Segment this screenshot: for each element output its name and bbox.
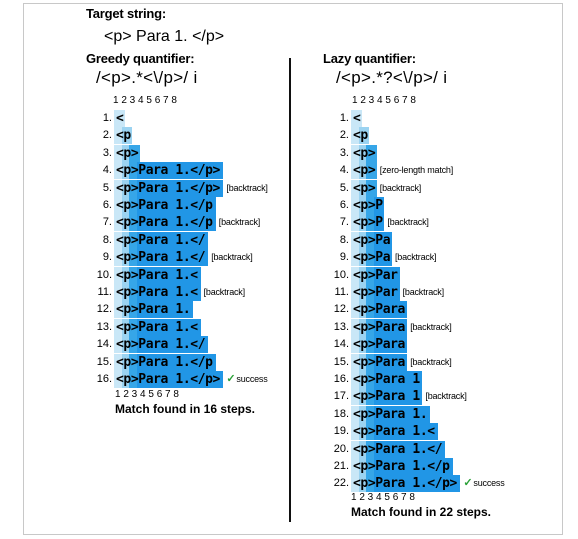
step-number: 3.	[102, 146, 112, 159]
step-text: <p>Pa	[353, 232, 391, 248]
step-text: <p>P	[353, 198, 383, 213]
step-number: 15.	[333, 355, 349, 368]
step-note-text: [backtrack]	[203, 287, 245, 297]
step-text: <p>Para	[353, 354, 405, 370]
step-number: 16.	[333, 373, 349, 385]
step-number: 14.	[333, 338, 349, 351]
step-text: <p>Para 1.</p	[353, 459, 450, 474]
step-note-text: [backtrack]	[402, 287, 444, 297]
step-text: <p>	[353, 163, 376, 179]
step-text: <p>Para 1.</	[353, 441, 443, 457]
step-number: 14.	[96, 338, 112, 351]
greedy-regex: /<p>.*<\/p>/ i	[96, 68, 198, 87]
step-number: 1.	[102, 112, 112, 124]
step-note	[425, 390, 466, 403]
step-number: 15.	[96, 355, 112, 368]
step-number: 9.	[339, 251, 349, 264]
step-number: 10.	[96, 268, 112, 281]
step-note-text: [backtrack]	[387, 217, 429, 228]
step-text: <p>Para 1.</p	[116, 354, 213, 370]
step-note	[380, 164, 453, 177]
greedy-title: Greedy quantifier:	[86, 51, 195, 66]
step-text: <	[353, 111, 361, 126]
step-text: <p>Para 1.<	[116, 267, 198, 283]
step-note-text: [zero-length match]	[379, 165, 454, 176]
step-note-text: [backtrack]	[410, 321, 452, 332]
step-note	[380, 182, 421, 195]
step-text: <p>Pa	[353, 250, 391, 266]
step-number: 12.	[96, 303, 112, 316]
lazy-summary: Match found in 22 steps.	[351, 505, 492, 519]
step-number: 5.	[339, 181, 349, 194]
step-note-text: [backtrack]	[379, 182, 422, 193]
step-text: <p>Para 1	[353, 372, 420, 387]
step-text: <p	[116, 128, 131, 144]
step-note-text: [backtrack]	[395, 252, 437, 263]
step-text: <p>Para	[353, 337, 405, 353]
step-number: 8.	[102, 233, 112, 246]
step-number: 22.	[333, 477, 349, 490]
target-string: <p> Para 1. </p>	[104, 28, 225, 45]
greedy-ticks-bottom: 1 2 3 4 5 6 7 8	[115, 389, 179, 400]
step-number: 16.	[96, 373, 112, 385]
step-note	[387, 216, 428, 229]
step-text: <p>Par	[353, 285, 398, 300]
lazy-ticks-bottom: 1 2 3 4 5 6 7 8	[351, 492, 415, 503]
step-text: <p>	[353, 180, 376, 196]
lazy-title: Lazy quantifier:	[323, 51, 416, 66]
step-note	[204, 286, 245, 299]
step-number: 18.	[333, 407, 349, 420]
step-note	[403, 286, 444, 299]
step-text: <p>Para 1.</p	[116, 215, 213, 231]
step-number: 11.	[334, 286, 349, 298]
step-note-text: [backtrack]	[218, 217, 261, 228]
step-number: 10.	[333, 268, 349, 281]
step-note-text: [backtrack]	[425, 391, 467, 402]
step-text: <p>Para 1.</p>	[116, 180, 220, 196]
step-text: <p>Para	[353, 302, 405, 318]
checkmark-icon: ✓	[226, 373, 236, 385]
step-note-text: [backtrack]	[211, 252, 253, 263]
step-number: 2.	[102, 129, 112, 142]
step-text: <p>Para 1.</	[116, 250, 206, 266]
step-number: 4.	[339, 164, 349, 177]
step-text: <p>Para 1	[353, 389, 420, 405]
step-number: 3.	[339, 146, 349, 159]
step-number: 7.	[339, 216, 349, 229]
step-text: <p>Para 1.	[116, 302, 191, 318]
step-number: 19.	[333, 425, 349, 438]
success-note	[463, 477, 504, 490]
step-text: <p>Para 1.</	[116, 232, 206, 248]
step-number: 13.	[333, 320, 349, 333]
step-text: <p>Para 1.	[353, 406, 428, 422]
step-text: <p>Para 1.</p	[116, 198, 213, 213]
step-number: 21.	[333, 460, 349, 472]
step-number: 1.	[339, 112, 349, 124]
step-note-text: success	[473, 478, 505, 489]
step-number: 2.	[339, 129, 349, 142]
step-text: <p>Para	[353, 319, 405, 335]
step-text: <p>Par	[353, 267, 398, 283]
step-number: 20.	[333, 442, 349, 455]
step-number: 9.	[102, 251, 112, 264]
step-note-text: [backtrack]	[226, 182, 268, 193]
step-number: 11.	[97, 286, 112, 298]
step-number: 4.	[102, 164, 112, 177]
step-note	[395, 251, 436, 264]
step-note	[226, 182, 267, 195]
step-text: <p>Para 1.</p>	[353, 476, 457, 492]
step-number: 7.	[102, 216, 112, 229]
panel-divider	[289, 58, 291, 522]
step-note	[211, 251, 252, 264]
step-text: <	[116, 111, 124, 126]
step-number: 6.	[102, 199, 112, 211]
greedy-summary: Match found in 16 steps.	[115, 402, 256, 416]
step-number: 8.	[339, 233, 349, 246]
step-number: 6.	[339, 199, 349, 211]
success-note	[226, 373, 267, 386]
step-note-text: success	[236, 374, 268, 384]
step-text: <p>Para 1.</	[116, 337, 206, 353]
lazy-regex: /<p>.*?<\/p>/ i	[336, 68, 448, 87]
greedy-ticks-top: 1 2 3 4 5 6 7 8	[113, 95, 177, 106]
step-text: <p>Para 1.<	[116, 285, 198, 300]
checkmark-icon: ✓	[463, 477, 473, 490]
step-text: <p>Para 1.<	[353, 424, 435, 440]
step-text: <p>P	[353, 215, 383, 231]
step-number: 5.	[102, 181, 112, 194]
step-text: <p>Para 1.</p>	[116, 163, 220, 179]
step-text: <p>Para 1.</p>	[116, 372, 220, 387]
step-note	[410, 356, 451, 369]
step-text: <p>	[116, 145, 139, 161]
lazy-ticks-top: 1 2 3 4 5 6 7 8	[352, 95, 416, 106]
step-number: 12.	[333, 303, 349, 316]
step-note	[410, 321, 451, 334]
step-text: <p>	[353, 145, 376, 161]
step-number: 17.	[333, 390, 349, 403]
step-note-text: [backtrack]	[410, 356, 452, 367]
step-number: 13.	[96, 320, 112, 333]
step-note	[219, 216, 260, 229]
step-text: <p	[353, 128, 368, 144]
step-text: <p>Para 1.<	[116, 319, 198, 335]
target-label: Target string:	[86, 6, 167, 21]
